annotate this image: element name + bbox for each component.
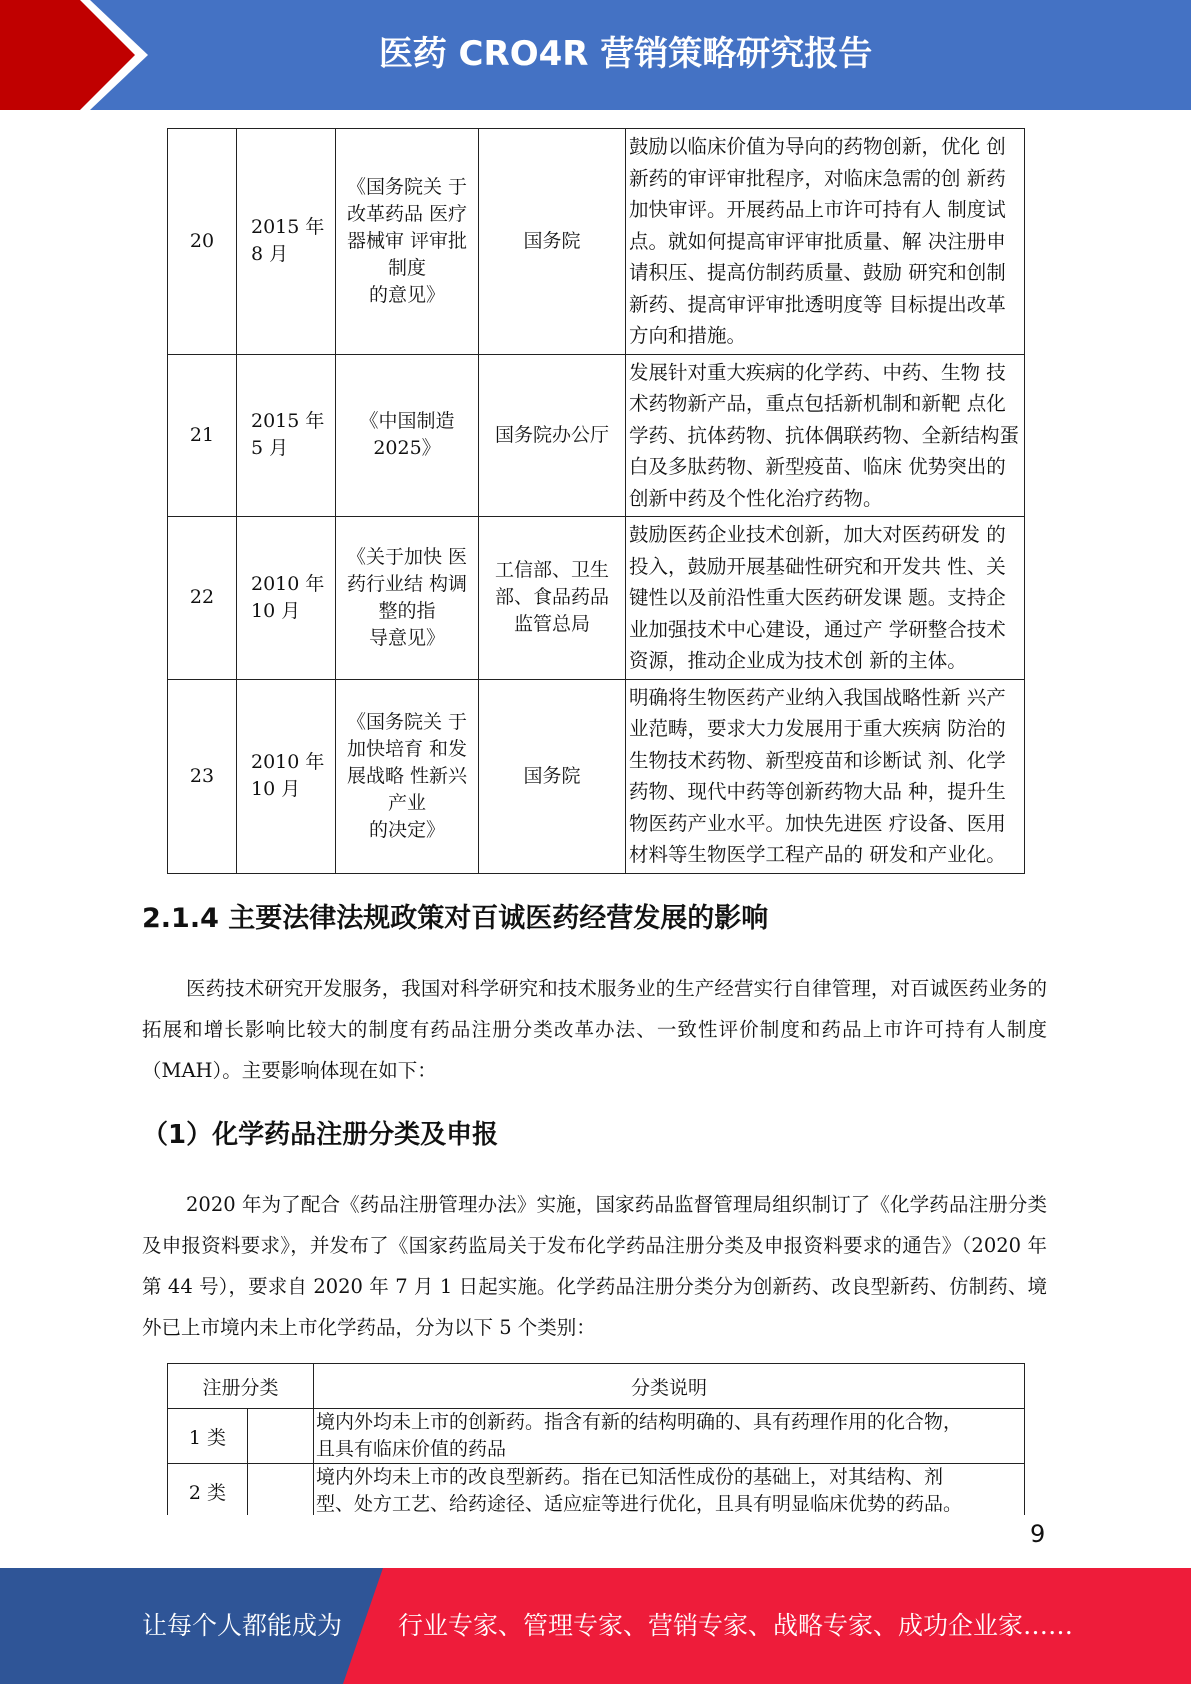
row-department-line: 国务院办公厅	[494, 423, 609, 446]
row-description-line: 术药物新产品，重点包括新机制和新靶 点化	[629, 392, 1006, 415]
footer-slogan-right: 行业专家、管理专家、营销专家、战略专家、成功企业家……	[398, 1611, 1074, 1640]
row-number: 21	[168, 354, 237, 517]
row-department-line: 工信部、卫生	[494, 559, 609, 582]
row-department	[479, 354, 626, 517]
row-policy-name-line: 的意见》	[368, 283, 445, 306]
classification-description-line: 且具有临床价值的药品	[316, 1438, 507, 1460]
row-department	[479, 679, 626, 873]
row-number: 23	[168, 679, 237, 873]
row-policy-name-line: 《关于加快 医	[346, 545, 468, 568]
row-description	[626, 679, 1025, 873]
row-date	[237, 129, 336, 355]
row-description-line: 请积压、提高仿制药质量、鼓励 研究和创制	[629, 261, 1006, 284]
row-policy-name-line: 的决定》	[368, 818, 445, 841]
row-policy-name-line: 展战略 性新兴	[346, 764, 468, 787]
classification-table-wrap	[167, 1363, 1027, 1515]
row-date-line: 10 月	[251, 778, 301, 800]
row-description-line: 新药的审评审批程序，对临床急需的创 新药	[629, 166, 1006, 190]
row-policy-name	[336, 517, 479, 680]
row-date-line: 2015 年	[251, 410, 325, 433]
classification-empty-cell	[248, 1464, 314, 1516]
classification-description-line: 境内外均未上市的改良型新药。指在已知活性成份的基础上，对其结构、剂	[316, 1466, 944, 1488]
row-description-line: 生物技术药物、新型疫苗和诊断试 剂、化学	[629, 748, 1006, 772]
row-policy-name-line: 加快培育 和发	[346, 737, 468, 760]
row-description-line: 业范畴，要求大力发展用于重大疾病 防治的	[629, 717, 1006, 740]
row-policy-name-line: 药行业结 构调	[346, 572, 468, 595]
row-policy-name	[336, 679, 479, 873]
row-date	[237, 517, 336, 680]
subsection-heading: （1）化学药品注册分类及申报	[142, 1120, 499, 1150]
row-description-line: 发展针对重大疾病的化学药、中药、生物 技	[629, 360, 1006, 384]
row-number: 20	[168, 129, 237, 355]
row-department-line: 部、食品药品	[494, 586, 609, 609]
row-description-line: 物医药产业水平。加快先进医 疗设备、医用	[629, 811, 1006, 835]
report-title: 医药 CRO4R 营销策略研究报告	[378, 34, 873, 74]
row-description-line: 业加强技术中心建设，通过产 学研整合技术	[629, 617, 1006, 641]
row-policy-name-line: 《国务院关 于	[346, 710, 468, 733]
row-policy-name	[336, 129, 479, 355]
row-department-line: 监管总局	[513, 613, 590, 636]
row-department-line: 国务院	[523, 764, 581, 787]
row-description-line: 学药、抗体药物、抗体偶联药物、全新结构蛋	[629, 423, 1020, 447]
row-policy-name-line: 改革药品 医疗	[346, 202, 468, 225]
row-description-line: 新药、提高审评审批透明度等 目标提出改革	[629, 292, 1006, 316]
row-policy-name-line: 导意见》	[368, 626, 445, 649]
row-date-line: 2010 年	[251, 572, 325, 595]
row-description-line: 投入，鼓励开展基础性研究和开发共 性、关	[629, 554, 1006, 578]
row-policy-name-line: 产业	[387, 791, 426, 814]
classification-description	[314, 1409, 1025, 1464]
section-heading: 2.1.4 主要法律法规政策对百诚医药经营发展的影响	[142, 903, 769, 934]
row-description-line: 药物、现代中药等创新药物大品 种，提升生	[629, 780, 1006, 803]
row-policy-name-line: 《中国制造	[359, 410, 455, 433]
row-description-line: 方向和措施。	[629, 324, 747, 347]
row-policy-name	[336, 354, 479, 517]
row-description	[626, 517, 1025, 680]
policy-row	[168, 517, 1025, 680]
row-policy-name-line: 整的指	[378, 599, 436, 622]
policy-row	[168, 129, 1025, 355]
classification-description-line: 型、处方工艺、给药途径、适应症等进行优化，且具有明显临床优势的药品。	[316, 1493, 963, 1515]
row-policy-name-line: 器械审 评审批	[346, 229, 468, 252]
row-date-line: 10 月	[251, 599, 301, 622]
row-date-line: 5 月	[251, 437, 289, 460]
col-header-description: 分类说明	[314, 1364, 1025, 1409]
row-policy-name-line: 《国务院关 于	[346, 175, 468, 198]
row-department	[479, 517, 626, 680]
row-description	[626, 354, 1025, 517]
row-description-line: 明确将生物医药产业纳入我国战略性新 兴产	[629, 685, 1006, 709]
policy-row	[168, 354, 1025, 517]
policy-row	[168, 679, 1025, 873]
paragraph-intro: 医药技术研究开发服务，我国对科学研究和技术服务业的生产经营实行自律管理，对百诚医药业务的拓展和增长影响比较大的制度有药品注册分类改革办法、一致性评价制度和药品上市许可持有人制度（MAH）。主要影响体现在如下：	[142, 977, 1047, 1082]
row-date	[237, 354, 336, 517]
row-number: 22	[168, 517, 237, 680]
row-department-line: 国务院	[523, 229, 581, 252]
row-date-line: 2010 年	[251, 751, 325, 773]
row-policy-name-line: 2025》	[373, 437, 441, 460]
col-header-category: 注册分类	[168, 1364, 314, 1409]
row-description	[626, 129, 1025, 355]
row-description-line: 材料等生物医学工程产品的 研发和产业化。	[629, 843, 1006, 866]
classification-category: 2 类	[168, 1464, 248, 1516]
row-description-line: 鼓励医药企业技术创新，加大对医药研发 的	[629, 523, 1006, 546]
row-description-line: 白及多肽药物、新型疫苗、临床 优势突出的	[629, 455, 1006, 478]
classification-row	[168, 1464, 1025, 1516]
row-date	[237, 679, 336, 873]
policy-table	[167, 128, 1025, 874]
row-description-line: 加快审评。开展药品上市许可持有人 制度试	[629, 198, 1006, 221]
classification-empty-cell	[248, 1409, 314, 1464]
classification-row	[168, 1409, 1025, 1464]
footer-slogan-left: 让每个人都能成为	[142, 1611, 343, 1640]
page-number: 9	[1030, 1520, 1046, 1548]
classification-table	[167, 1363, 1025, 1515]
row-date-line: 8 月	[251, 243, 289, 266]
classification-description-line: 境内外均未上市的创新药。指含有新的结构明确的、具有药理作用的化合物，	[316, 1411, 963, 1433]
row-description-line: 鼓励以临床价值为导向的药物创新，优化 创	[629, 135, 1006, 158]
row-description-line: 点。就如何提高审评审批质量、解 决注册申	[629, 229, 1006, 253]
row-description-line: 创新中药及个性化治疗药物。	[629, 486, 883, 510]
page-header	[0, 0, 1191, 110]
row-date-line: 2015 年	[251, 216, 325, 239]
classification-description	[314, 1464, 1025, 1516]
paragraph-registration: 2020 年为了配合《药品注册管理办法》实施，国家药品监督管理局组织制订了《化学药品注册分类及申报资料要求》，并发布了《国家药监局关于发布化学药品注册分类及申报资料要求的通告》（2020 年第 44 号），要求自 2020 年 7 月 1 日起实施。化学药品注册分类分为创新药、改良型新药、仿制药、境外已上市境内未上市化学药品，分为以下 5 个类别：	[142, 1193, 1047, 1339]
row-policy-name-line: 制度	[387, 256, 426, 279]
page-footer	[0, 1568, 1191, 1684]
classification-category: 1 类	[168, 1409, 248, 1464]
row-description-line: 资源，推动企业成为技术创 新的主体。	[629, 649, 967, 672]
row-description-line: 键性以及前沿性重大医药研发课 题。支持企	[629, 586, 1006, 609]
row-department	[479, 129, 626, 355]
